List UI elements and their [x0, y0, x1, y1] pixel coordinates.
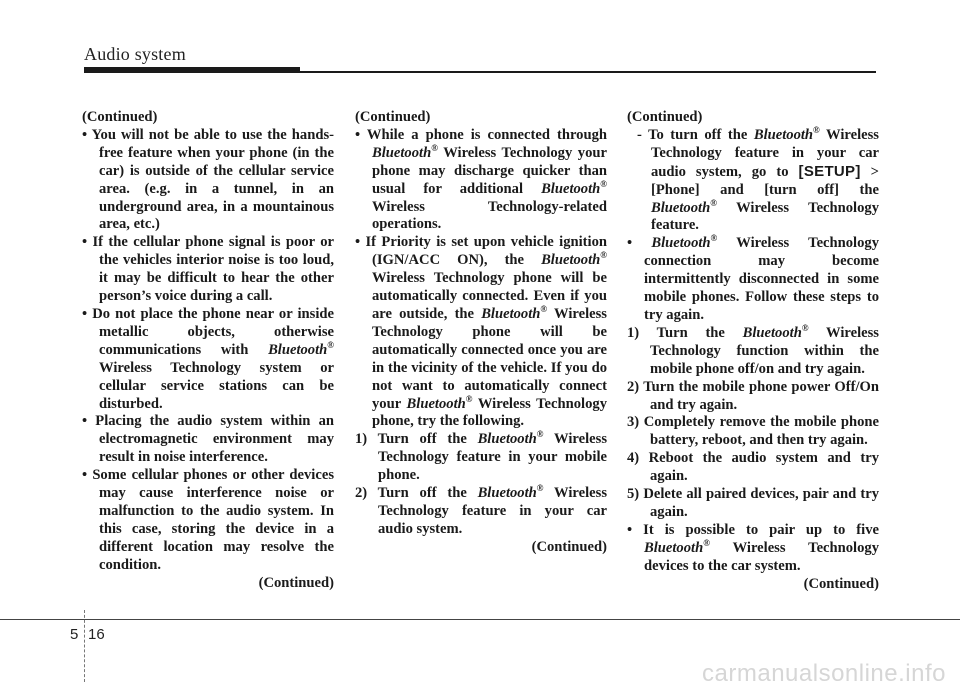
bullet-signal-poor: • If the cellular phone signal is poor or the vehicles interior noise is too loud, it may be difficult to hear the other person’s voice during a call. [82, 234, 334, 305]
bullet-battery-discharge: • While a phone is connected through Bluetooth® Wireless Technology your phone may discharge quicker than usual for additional Bluetooth® Wireless Technology-related operations. [355, 126, 607, 233]
dash-turn-off-setup: - To turn off the Bluetooth® Wireless Technology feature in your car audio system, go to [SETUP] > [Phone] and [turn off] the Bluetooth® Wireless Technology feature. [637, 124, 879, 234]
header-rule-thick [84, 67, 300, 73]
step-2-car-audio: 2) Turn off the Bluetooth® Wireless Technology feature in your car audio system. [355, 483, 607, 537]
crop-mark-vertical [84, 610, 85, 682]
setup-key-label: [SETUP] [798, 162, 861, 180]
step-1-mobile-phone: 1) Turn off the Bluetooth® Wireless Technology feature in your mobile phone. [355, 429, 607, 484]
continued-label: (Continued) [355, 109, 431, 125]
step-2-power-cycle: 2) Turn the mobile phone power Off/On and try again. [627, 378, 879, 413]
step-1-toggle-bluetooth: 1) Turn the Bluetooth® Wireless Technology function within the mobile phone off/on and try again. [627, 322, 879, 377]
continued-end-label: (Continued) [803, 575, 879, 592]
continued-end-label: (Continued) [531, 538, 607, 555]
page-number: 16 [88, 626, 105, 643]
header-rule-thin [300, 71, 876, 73]
column-2 [355, 109, 607, 557]
column-3 [627, 109, 879, 593]
bullet-pair-five: • It is possible to pair up to five Bluetooth® Wireless Technology devices to the car system. [627, 521, 879, 574]
continued-label: (Continued) [82, 109, 158, 125]
bullet-interference: • Some cellular phones or other devices may cause interference noise or malfunction to the audio system. In this case, storing the device in a different location may resolve the condition. [82, 467, 334, 573]
page-header-title: Audio system [84, 44, 186, 64]
column-1 [82, 109, 334, 592]
bullet-intermittent: • Bluetooth® Wireless Technology connection may become intermittently disconnected in some mobile phones. Follow these steps to try again. [627, 233, 879, 323]
bullet-service-area: • You will not be able to use the hands-free feature when your phone (in the car) is outside of the cellular service area. (e.g. in a tunnel, in an underground area, in a mountainous area, etc.) [82, 126, 334, 233]
page-chapter-number: 5 [70, 626, 79, 643]
step-4-reboot-audio: 4) Reboot the audio system and try again. [627, 450, 879, 485]
step-3-remove-battery: 3) Completely remove the mobile phone battery, reboot, and then try again. [627, 414, 879, 449]
watermark-text: carmanualsonline.info [702, 660, 946, 687]
step-5-delete-paired: 5) Delete all paired devices, pair and try again. [627, 486, 879, 520]
bullet-metallic-objects: • Do not place the phone near or inside metallic objects, otherwise communications with Bluetooth® Wireless Technology system or cellular service stations can be disturbed. [82, 305, 334, 412]
bluetooth-term: Bluetooth [268, 341, 328, 358]
continued-end-label: (Continued) [258, 574, 334, 591]
continued-label: (Continued) [627, 109, 703, 125]
bullet-electromagnetic: • Placing the audio system within an electromagnetic environment may result in noise interference. [82, 413, 334, 466]
footer-rule [0, 619, 960, 620]
bullet-priority: • If Priority is set upon vehicle ignition (IGN/ACC ON), the Bluetooth® Wireless Technology phone will be automatically connected. Even if you are outside, the Bluetooth® Wireless Technology phone will be automatically connected once you are in the vicinity of the vehicle. If you do not want to automatically connect your Bluetooth® Wireless Technology phone, try the following. [355, 234, 607, 430]
